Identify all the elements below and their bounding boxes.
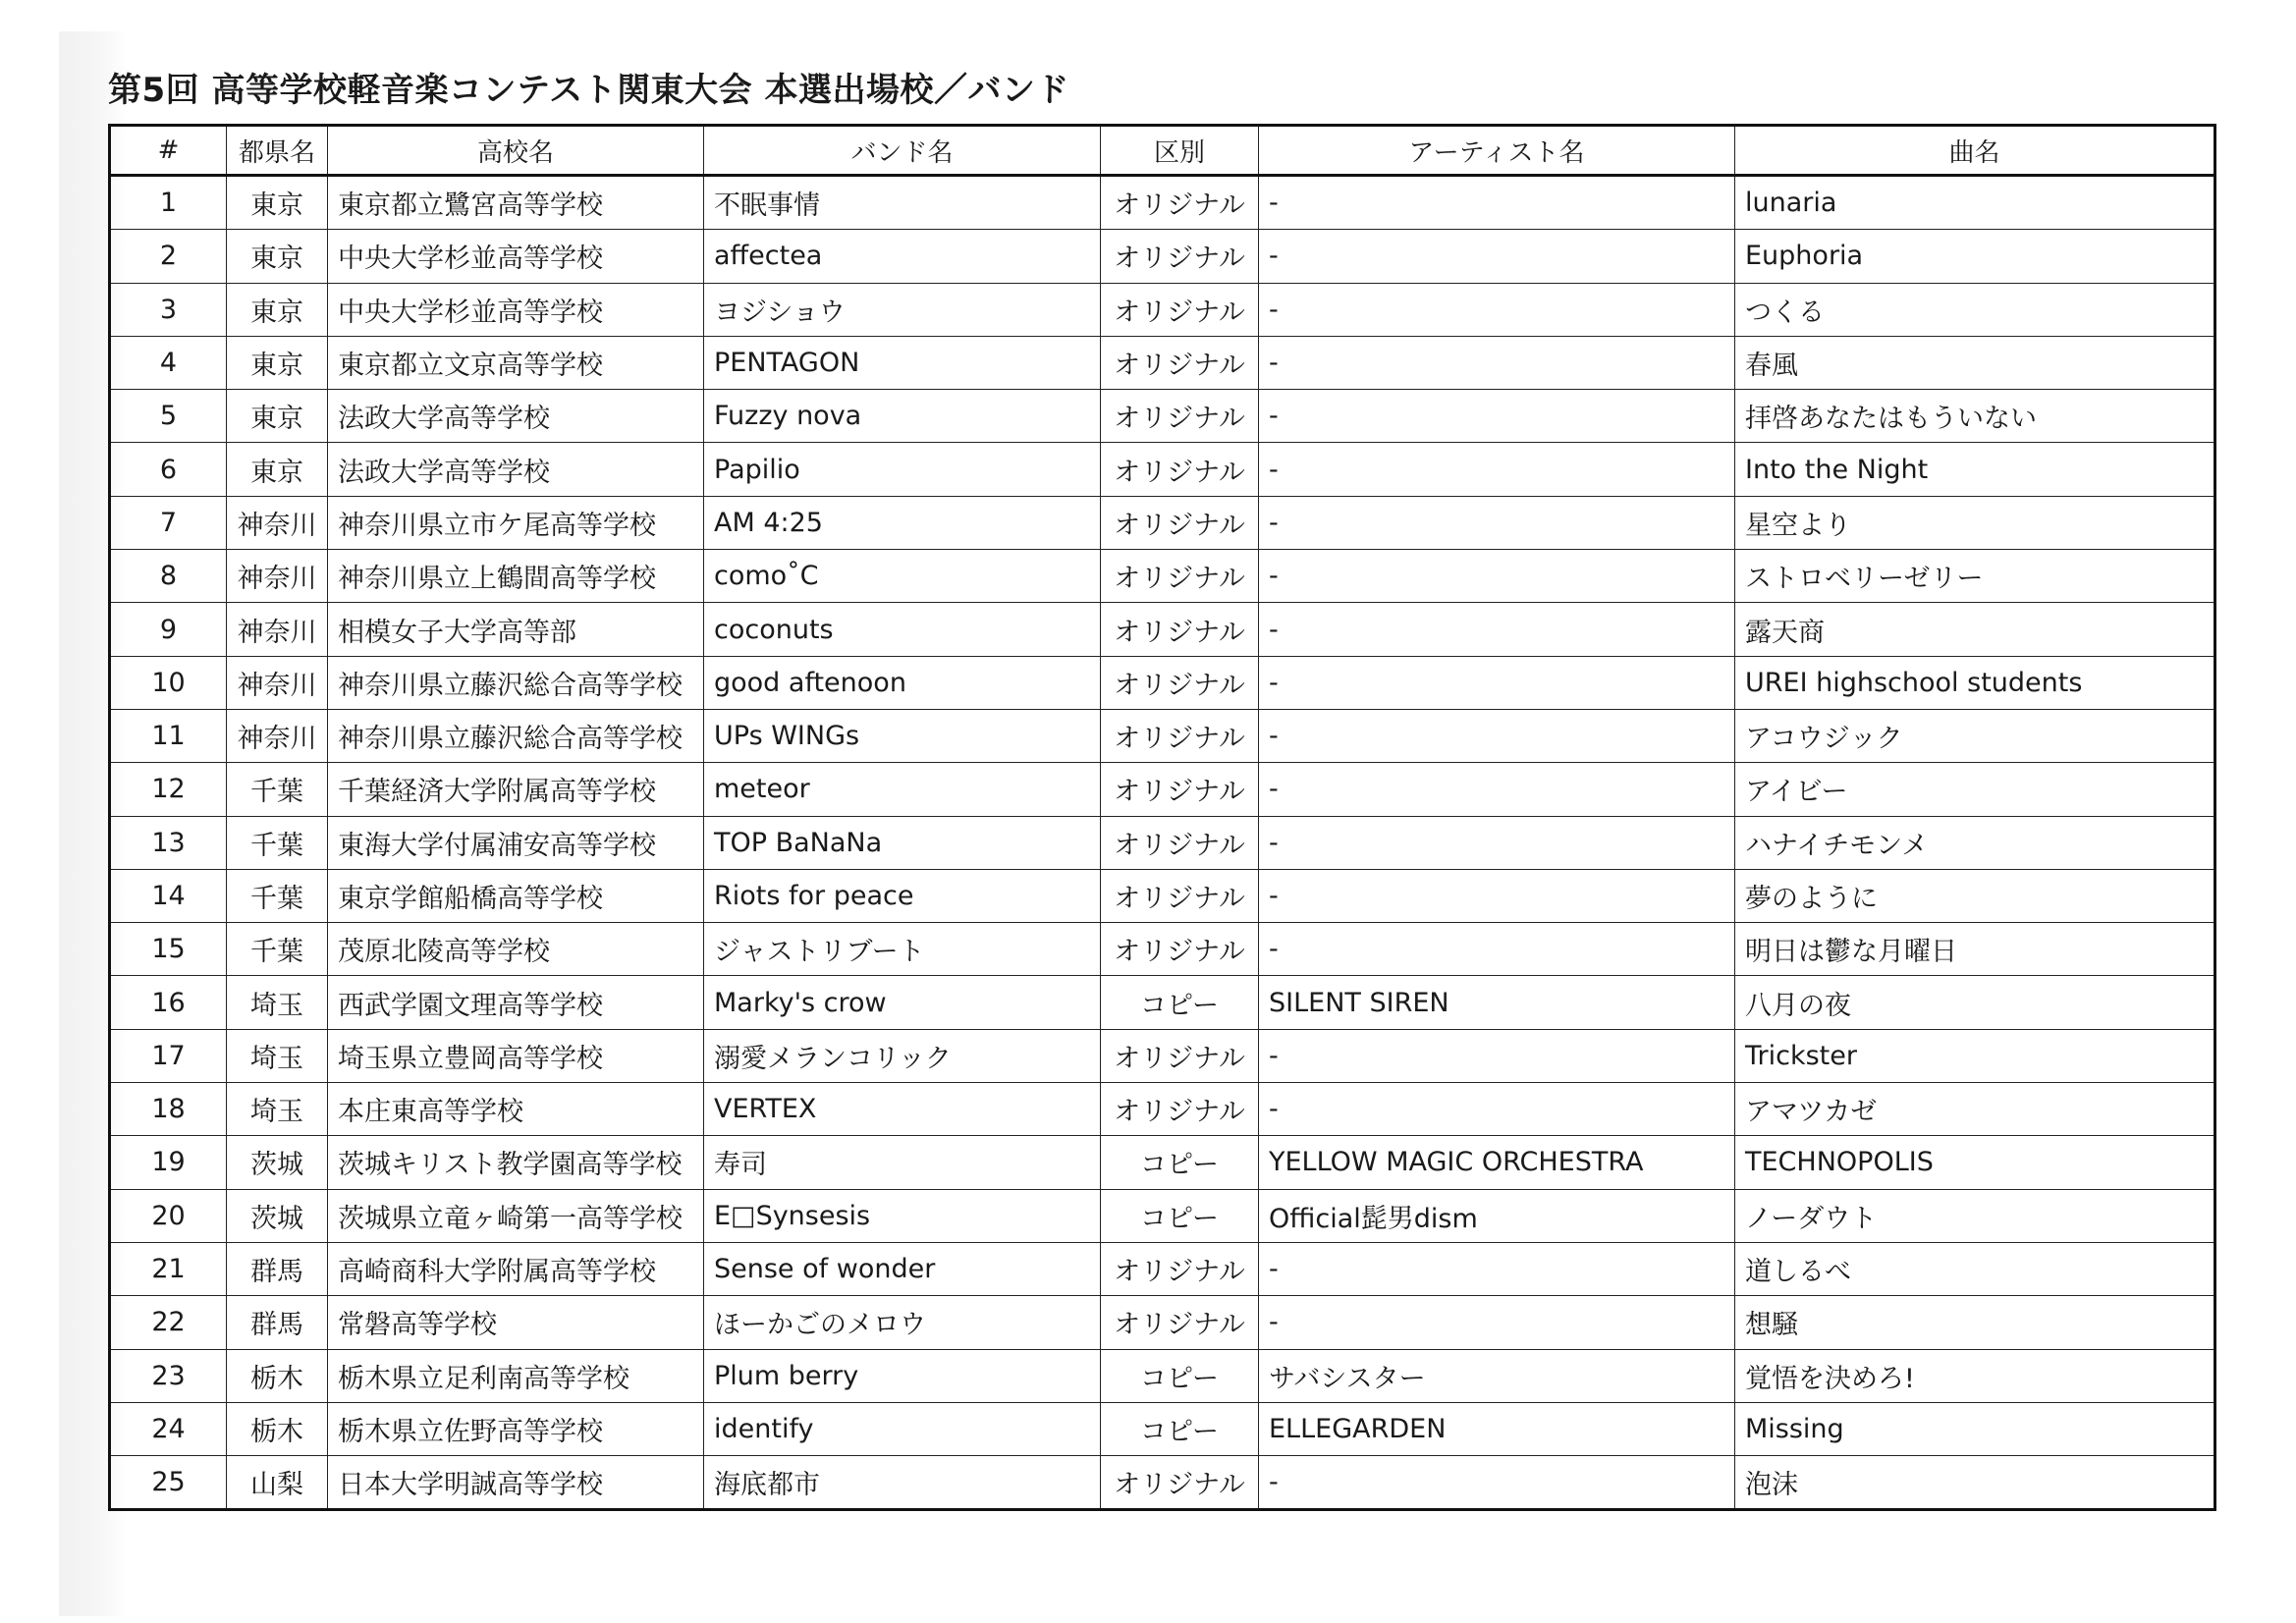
header-category: 区別: [1101, 126, 1259, 176]
cell-band: meteor: [704, 763, 1101, 816]
cell-category: オリジナル: [1101, 443, 1259, 496]
cell-number: 16: [110, 976, 227, 1029]
cell-prefecture: 神奈川: [227, 709, 328, 762]
cell-school: 神奈川県立市ケ尾高等学校: [328, 496, 704, 549]
cell-song: アマツカゼ: [1735, 1083, 2215, 1136]
cell-prefecture: 神奈川: [227, 550, 328, 603]
cell-prefecture: 東京: [227, 230, 328, 283]
cell-band: identify: [704, 1402, 1101, 1455]
cell-category: オリジナル: [1101, 603, 1259, 656]
cell-prefecture: 神奈川: [227, 656, 328, 709]
cell-artist: -: [1259, 1296, 1735, 1349]
cell-number: 7: [110, 496, 227, 549]
cell-category: オリジナル: [1101, 763, 1259, 816]
cell-school: 神奈川県立藤沢総合高等学校: [328, 709, 704, 762]
table-row: [110, 496, 2215, 549]
cell-number: 6: [110, 443, 227, 496]
cell-school: 栃木県立佐野高等学校: [328, 1402, 704, 1455]
cell-category: オリジナル: [1101, 656, 1259, 709]
cell-song: ノーダウト: [1735, 1189, 2215, 1242]
cell-category: オリジナル: [1101, 1083, 1259, 1136]
cell-band: Sense of wonder: [704, 1242, 1101, 1295]
header-band: バンド名: [704, 126, 1101, 176]
band-table: [108, 124, 2216, 1511]
cell-number: 9: [110, 603, 227, 656]
cell-artist: サバシスター: [1259, 1349, 1735, 1402]
cell-song: UREI highschool students: [1735, 656, 2215, 709]
header-song: 曲名: [1735, 126, 2215, 176]
cell-band: Riots for peace: [704, 869, 1101, 922]
cell-number: 3: [110, 283, 227, 336]
cell-prefecture: 埼玉: [227, 1029, 328, 1082]
cell-song: TECHNOPOLIS: [1735, 1136, 2215, 1189]
cell-artist: -: [1259, 550, 1735, 603]
cell-prefecture: 茨城: [227, 1136, 328, 1189]
cell-number: 23: [110, 1349, 227, 1402]
cell-artist: -: [1259, 336, 1735, 389]
table-row: [110, 1189, 2215, 1242]
cell-number: 10: [110, 656, 227, 709]
cell-category: オリジナル: [1101, 336, 1259, 389]
table-row: [110, 550, 2215, 603]
cell-prefecture: 東京: [227, 283, 328, 336]
cell-prefecture: 神奈川: [227, 496, 328, 549]
cell-school: 埼玉県立豊岡高等学校: [328, 1029, 704, 1082]
cell-prefecture: 千葉: [227, 816, 328, 869]
cell-number: 22: [110, 1296, 227, 1349]
table-body: [110, 176, 2215, 1510]
cell-song: lunaria: [1735, 176, 2215, 230]
cell-number: 24: [110, 1402, 227, 1455]
cell-number: 5: [110, 390, 227, 443]
cell-band: E□Synsesis: [704, 1189, 1101, 1242]
cell-school: 日本大学明誠高等学校: [328, 1456, 704, 1510]
cell-school: 常磐高等学校: [328, 1296, 704, 1349]
cell-band: 寿司: [704, 1136, 1101, 1189]
table-row: [110, 1136, 2215, 1189]
cell-number: 1: [110, 176, 227, 230]
cell-artist: -: [1259, 283, 1735, 336]
table-header-row: [110, 126, 2215, 176]
cell-category: オリジナル: [1101, 496, 1259, 549]
cell-artist: -: [1259, 603, 1735, 656]
cell-category: コピー: [1101, 1402, 1259, 1455]
cell-song: 八月の夜: [1735, 976, 2215, 1029]
cell-prefecture: 栃木: [227, 1349, 328, 1402]
cell-school: 東京都立文京高等学校: [328, 336, 704, 389]
cell-song: 春風: [1735, 336, 2215, 389]
cell-school: 法政大学高等学校: [328, 443, 704, 496]
cell-song: 覚悟を決めろ!: [1735, 1349, 2215, 1402]
cell-band: ほーかごのメロウ: [704, 1296, 1101, 1349]
cell-category: オリジナル: [1101, 176, 1259, 230]
cell-number: 8: [110, 550, 227, 603]
cell-artist: SILENT SIREN: [1259, 976, 1735, 1029]
cell-song: 泡沫: [1735, 1456, 2215, 1510]
cell-band: ジャストリブート: [704, 923, 1101, 976]
cell-band: good aftenoon: [704, 656, 1101, 709]
cell-number: 13: [110, 816, 227, 869]
table-row: [110, 923, 2215, 976]
cell-prefecture: 東京: [227, 390, 328, 443]
cell-band: UPs WINGs: [704, 709, 1101, 762]
cell-artist: -: [1259, 763, 1735, 816]
table-row: [110, 1402, 2215, 1455]
cell-category: オリジナル: [1101, 816, 1259, 869]
cell-band: affectea: [704, 230, 1101, 283]
cell-artist: -: [1259, 443, 1735, 496]
table-row: [110, 976, 2215, 1029]
cell-artist: -: [1259, 1242, 1735, 1295]
cell-number: 12: [110, 763, 227, 816]
cell-artist: -: [1259, 1029, 1735, 1082]
table-row: [110, 1029, 2215, 1082]
cell-artist: -: [1259, 869, 1735, 922]
cell-category: コピー: [1101, 1349, 1259, 1402]
cell-school: 中央大学杉並高等学校: [328, 283, 704, 336]
cell-school: 神奈川県立藤沢総合高等学校: [328, 656, 704, 709]
cell-prefecture: 群馬: [227, 1242, 328, 1295]
cell-number: 15: [110, 923, 227, 976]
table-row: [110, 763, 2215, 816]
cell-prefecture: 千葉: [227, 923, 328, 976]
cell-prefecture: 千葉: [227, 763, 328, 816]
cell-artist: -: [1259, 709, 1735, 762]
table-row: [110, 656, 2215, 709]
cell-category: オリジナル: [1101, 1029, 1259, 1082]
table-row: [110, 816, 2215, 869]
cell-school: 東海大学付属浦安高等学校: [328, 816, 704, 869]
cell-song: つくる: [1735, 283, 2215, 336]
cell-school: 茨城県立竜ヶ崎第一高等学校: [328, 1189, 704, 1242]
cell-band: Papilio: [704, 443, 1101, 496]
cell-school: 神奈川県立上鶴間高等学校: [328, 550, 704, 603]
cell-category: オリジナル: [1101, 230, 1259, 283]
table-row: [110, 869, 2215, 922]
cell-school: 東京都立鷺宮高等学校: [328, 176, 704, 230]
header-prefecture: 都県名: [227, 126, 328, 176]
cell-category: オリジナル: [1101, 1456, 1259, 1510]
cell-band: VERTEX: [704, 1083, 1101, 1136]
table-row: [110, 230, 2215, 283]
cell-number: 4: [110, 336, 227, 389]
cell-category: コピー: [1101, 1189, 1259, 1242]
cell-school: 法政大学高等学校: [328, 390, 704, 443]
cell-number: 18: [110, 1083, 227, 1136]
cell-band: 不眠事情: [704, 176, 1101, 230]
cell-artist: -: [1259, 923, 1735, 976]
table-row: [110, 1296, 2215, 1349]
cell-number: 21: [110, 1242, 227, 1295]
cell-prefecture: 埼玉: [227, 976, 328, 1029]
table-row: [110, 709, 2215, 762]
cell-school: 相模女子大学高等部: [328, 603, 704, 656]
cell-artist: YELLOW MAGIC ORCHESTRA: [1259, 1136, 1735, 1189]
header-artist: アーティスト名: [1259, 126, 1735, 176]
cell-band: Fuzzy nova: [704, 390, 1101, 443]
cell-category: オリジナル: [1101, 923, 1259, 976]
cell-song: Trickster: [1735, 1029, 2215, 1082]
cell-artist: ELLEGARDEN: [1259, 1402, 1735, 1455]
cell-prefecture: 茨城: [227, 1189, 328, 1242]
cell-school: 西武学園文理高等学校: [328, 976, 704, 1029]
cell-prefecture: 東京: [227, 336, 328, 389]
cell-band: Plum berry: [704, 1349, 1101, 1402]
document-title: 第5回 高等学校軽音楽コンテスト関東大会 本選出場校／バンド: [108, 71, 1069, 110]
cell-song: Missing: [1735, 1402, 2215, 1455]
header-number: #: [110, 126, 227, 176]
cell-song: ハナイチモンメ: [1735, 816, 2215, 869]
cell-song: 明日は鬱な月曜日: [1735, 923, 2215, 976]
cell-artist: Official髭男dism: [1259, 1189, 1735, 1242]
cell-school: 茂原北陵高等学校: [328, 923, 704, 976]
cell-song: Into the Night: [1735, 443, 2215, 496]
header-school: 高校名: [328, 126, 704, 176]
table-row: [110, 603, 2215, 656]
table-row: [110, 390, 2215, 443]
table-row: [110, 1456, 2215, 1510]
cell-prefecture: 東京: [227, 176, 328, 230]
cell-category: オリジナル: [1101, 283, 1259, 336]
cell-artist: -: [1259, 230, 1735, 283]
cell-prefecture: 千葉: [227, 869, 328, 922]
cell-song: 想騒: [1735, 1296, 2215, 1349]
cell-category: コピー: [1101, 976, 1259, 1029]
cell-school: 栃木県立足利南高等学校: [328, 1349, 704, 1402]
cell-band: 海底都市: [704, 1456, 1101, 1510]
cell-band: AM 4:25: [704, 496, 1101, 549]
cell-category: オリジナル: [1101, 709, 1259, 762]
cell-category: コピー: [1101, 1136, 1259, 1189]
cell-school: 茨城キリスト教学園高等学校: [328, 1136, 704, 1189]
table-row: [110, 1083, 2215, 1136]
cell-number: 20: [110, 1189, 227, 1242]
cell-school: 中央大学杉並高等学校: [328, 230, 704, 283]
cell-artist: -: [1259, 390, 1735, 443]
table-row: [110, 1242, 2215, 1295]
table-row: [110, 336, 2215, 389]
cell-song: アイビー: [1735, 763, 2215, 816]
cell-song: 道しるべ: [1735, 1242, 2215, 1295]
cell-song: 夢のように: [1735, 869, 2215, 922]
cell-school: 東京学館船橋高等学校: [328, 869, 704, 922]
cell-school: 千葉経済大学附属高等学校: [328, 763, 704, 816]
table-row: [110, 1349, 2215, 1402]
cell-prefecture: 東京: [227, 443, 328, 496]
cell-band: como˚C: [704, 550, 1101, 603]
cell-song: ストロベリーゼリー: [1735, 550, 2215, 603]
cell-category: オリジナル: [1101, 869, 1259, 922]
cell-band: Marky's crow: [704, 976, 1101, 1029]
cell-artist: -: [1259, 176, 1735, 230]
cell-song: Euphoria: [1735, 230, 2215, 283]
cell-category: オリジナル: [1101, 390, 1259, 443]
cell-number: 17: [110, 1029, 227, 1082]
cell-band: coconuts: [704, 603, 1101, 656]
cell-band: 溺愛メランコリック: [704, 1029, 1101, 1082]
cell-number: 2: [110, 230, 227, 283]
cell-number: 25: [110, 1456, 227, 1510]
table-row: [110, 283, 2215, 336]
cell-number: 11: [110, 709, 227, 762]
table-row: [110, 443, 2215, 496]
cell-artist: -: [1259, 1083, 1735, 1136]
cell-prefecture: 埼玉: [227, 1083, 328, 1136]
cell-prefecture: 山梨: [227, 1456, 328, 1510]
cell-artist: -: [1259, 1456, 1735, 1510]
cell-category: オリジナル: [1101, 1296, 1259, 1349]
cell-band: TOP BaNaNa: [704, 816, 1101, 869]
cell-category: オリジナル: [1101, 1242, 1259, 1295]
cell-band: PENTAGON: [704, 336, 1101, 389]
cell-artist: -: [1259, 496, 1735, 549]
cell-prefecture: 神奈川: [227, 603, 328, 656]
cell-number: 19: [110, 1136, 227, 1189]
cell-song: 露天商: [1735, 603, 2215, 656]
cell-prefecture: 群馬: [227, 1296, 328, 1349]
cell-band: ヨジショウ: [704, 283, 1101, 336]
cell-number: 14: [110, 869, 227, 922]
cell-song: 拝啓あなたはもういない: [1735, 390, 2215, 443]
table-row: [110, 176, 2215, 230]
cell-prefecture: 栃木: [227, 1402, 328, 1455]
cell-school: 本庄東高等学校: [328, 1083, 704, 1136]
cell-song: アコウジック: [1735, 709, 2215, 762]
cell-school: 高崎商科大学附属高等学校: [328, 1242, 704, 1295]
cell-category: オリジナル: [1101, 550, 1259, 603]
cell-artist: -: [1259, 816, 1735, 869]
cell-artist: -: [1259, 656, 1735, 709]
cell-song: 星空より: [1735, 496, 2215, 549]
